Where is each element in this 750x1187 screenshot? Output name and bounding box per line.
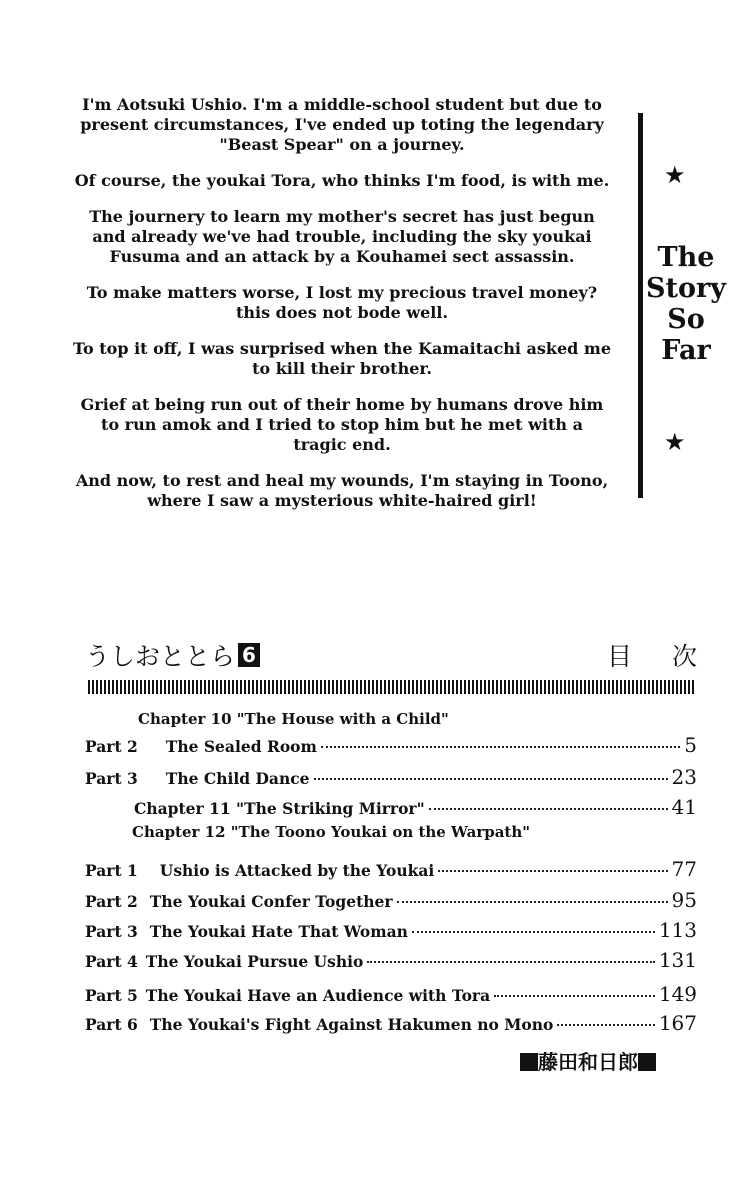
heading-line: Story (646, 273, 726, 304)
toc-entry[interactable] (85, 765, 697, 791)
dot-leader (367, 961, 654, 963)
heading-line: Far (661, 335, 711, 366)
dot-leader (314, 778, 668, 780)
chapter-heading: Chapter 12 "The Toono Youkai on the Warpath" (132, 823, 531, 841)
series-title-text: うしおととら (85, 642, 236, 671)
chapter-heading: Chapter 10 "The House with a Child" (138, 710, 449, 728)
heading-line: So (667, 304, 705, 335)
toc-entry[interactable] (85, 1011, 697, 1037)
story-paragraph: To top it off, I was surprised when the Kamaitachi asked me to kill their brother. (72, 339, 612, 378)
page-number: 77 (671, 857, 697, 881)
page-number: 167 (658, 1011, 697, 1035)
part-label: Part 6 (85, 1015, 138, 1034)
toc-entry[interactable] (85, 948, 697, 974)
part-title: The Youkai Pursue Ushio (145, 952, 364, 971)
author-name: 藤田和日郎 (538, 1050, 638, 1074)
author-credit (520, 1048, 656, 1076)
part-label: Part 2 (85, 892, 138, 911)
dot-leader (429, 808, 668, 810)
story-paragraph: Of course, the youkai Tora, who thinks I'm food, is with me. (74, 171, 610, 190)
dot-leader (438, 870, 667, 872)
page-number: 149 (658, 982, 697, 1006)
part-label: Part 3 (85, 769, 138, 788)
story-paragraph: To make matters worse, I lost my precious travel money?this does not bode well. (86, 283, 598, 322)
page-number: 23 (671, 765, 697, 789)
part-label: Part 5 (85, 986, 138, 1005)
part-label: Part 4 (85, 952, 138, 971)
toc-entry[interactable] (85, 733, 697, 759)
part-title: The Sealed Room (165, 737, 317, 756)
part-title: The Child Dance (165, 769, 310, 788)
toc-entry[interactable] (134, 795, 697, 821)
part-title: The Youkai Have an Audience with Tora (145, 986, 491, 1005)
page-number: 131 (658, 948, 697, 972)
volume-badge: 6 (238, 643, 260, 667)
page-number: 95 (671, 888, 697, 912)
story-paragraph: Grief at being run out of their home by humans drove him to run amok and I tried to stop him but he met with a tragic end. (80, 395, 604, 454)
star-icon: ★ (664, 161, 686, 189)
part-title: The Youkai's Fight Against Hakumen no Mono (149, 1015, 554, 1034)
star-icon: ★ (664, 428, 686, 456)
part-title: The Youkai Confer Together (149, 892, 393, 911)
story-paragraph: The journery to learn my mother's secret has just begun and already we've had trouble, including the sky youkai Fusuma and an attack by a Kouhamei sect assassin. (89, 207, 595, 266)
dot-leader (557, 1024, 654, 1026)
part-title: Ushio is Attacked by the Youkai (159, 861, 435, 880)
story-paragraph: I'm Aotsuki Ushio. I'm a middle-school student but due to present circumstances, I've ended up toting the legendary "Beast Spear" on a journey. (80, 95, 604, 154)
page-number: 113 (658, 918, 697, 942)
block-ornament (638, 1053, 656, 1071)
part-label: Part 2 (85, 737, 138, 756)
contents-label: 目次 (606, 642, 737, 671)
toc-entry[interactable] (85, 918, 697, 944)
heading-line: The (657, 242, 715, 273)
page-number: 41 (671, 795, 697, 819)
toc-entry[interactable] (85, 982, 697, 1008)
chapter-heading: Chapter 11 "The Striking Mirror" (134, 799, 425, 818)
block-ornament (520, 1053, 538, 1071)
dot-leader (494, 995, 655, 997)
dot-leader (321, 746, 680, 748)
toc-entry[interactable] (85, 888, 697, 914)
page-number: 5 (684, 733, 697, 757)
part-label: Part 1 (85, 861, 138, 880)
dot-leader (412, 931, 655, 933)
dot-leader (397, 901, 668, 903)
story-paragraph: And now, to rest and heal my wounds, I'm staying in Toono, where I saw a mysterious white-haired girl! (75, 471, 609, 510)
toc-entry[interactable] (85, 857, 697, 883)
part-label: Part 3 (85, 922, 138, 941)
part-title: The Youkai Hate That Woman (149, 922, 408, 941)
